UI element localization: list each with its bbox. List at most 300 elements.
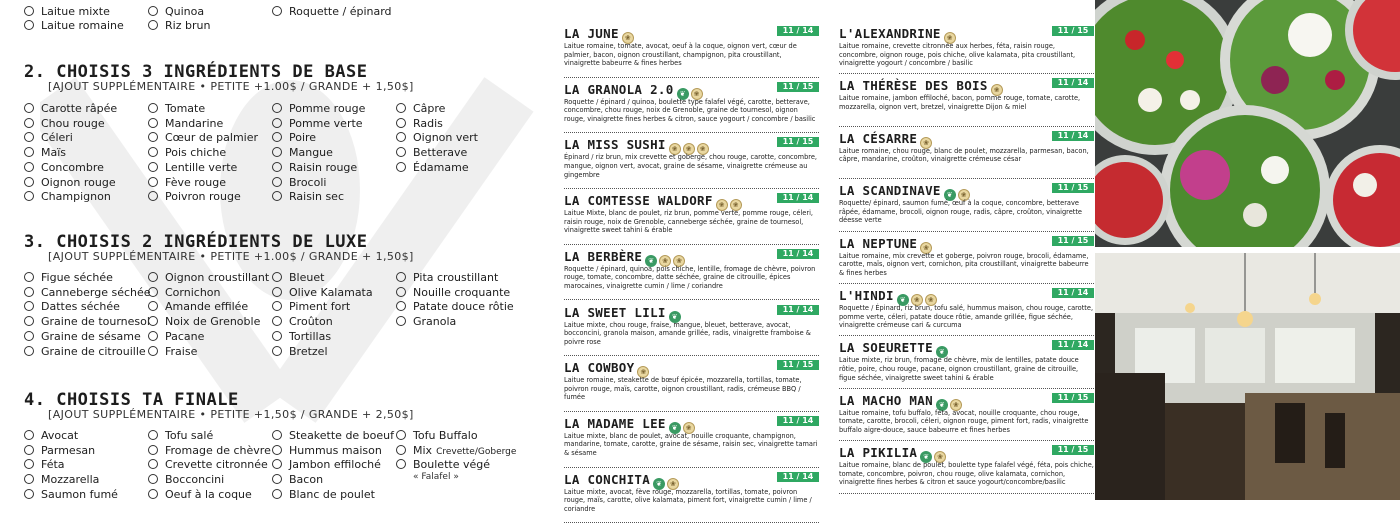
ingredient-option[interactable]: [24, 429, 78, 443]
price-badge: 11 / 14: [777, 472, 819, 482]
gluten-free-icon: ❀: [730, 199, 742, 211]
ingredient-option[interactable]: [24, 176, 116, 190]
radio-circle[interactable]: [24, 287, 34, 297]
ingredient-label: Féta: [41, 458, 65, 472]
dotted-divider: [839, 231, 1094, 232]
ingredient-label: Boulette végé: [413, 458, 490, 472]
radio-circle[interactable]: [148, 272, 158, 282]
ingredient-option[interactable]: [396, 161, 469, 175]
ingredient-label: Céleri: [41, 131, 73, 145]
ingredient-option[interactable]: [24, 19, 124, 33]
menu-item-description: Laitue romaine, tomate, avocat, oeuf à la coque, oignon vert, cœur de palmier, bacon, oignon croustillant, champignon, pita croustillant, vinaigrette babeurre & fines herbes: [564, 42, 797, 68]
ingredient-option[interactable]: [272, 345, 328, 359]
ingredient-label: Fraise: [165, 344, 198, 358]
ingredient-option[interactable]: [24, 458, 65, 472]
price-badge: 11 / 14: [1052, 78, 1094, 88]
radio-circle[interactable]: [24, 103, 34, 113]
vegan-icon: ❦: [669, 311, 681, 323]
ingredient-option[interactable]: [396, 429, 478, 443]
ingredient-label: Tomate: [165, 102, 206, 115]
ingredient-option[interactable]: [272, 429, 394, 443]
radio-circle[interactable]: [148, 147, 158, 157]
ingredient-option[interactable]: [148, 161, 237, 175]
ingredient-option[interactable]: [272, 131, 316, 145]
ingredient-label: Mix: [413, 443, 433, 457]
mix-subtitle: Crevette/Goberge: [436, 446, 517, 457]
ingredient-option[interactable]: [396, 117, 443, 131]
ingredient-label: Blanc de poulet: [289, 487, 375, 500]
radio-circle[interactable]: [148, 459, 158, 469]
ingredient-label: Amande effilée: [165, 300, 249, 314]
ingredient-option[interactable]: [396, 458, 490, 472]
radio-circle[interactable]: [272, 132, 282, 142]
restaurant-interior-photo: [1095, 253, 1400, 500]
vegan-icon: ❦: [653, 478, 665, 490]
ingredient-label: Laitue romaine: [41, 19, 124, 32]
gluten-free-icon: ❀: [637, 366, 649, 378]
dotted-divider: [564, 355, 819, 356]
radio-circle[interactable]: [272, 191, 282, 201]
gluten-free-icon: ❀: [958, 189, 970, 201]
ingredient-option[interactable]: [24, 345, 146, 359]
radio-circle[interactable]: [148, 474, 158, 484]
ingredient-option[interactable]: [272, 102, 365, 116]
price-badge: 11 / 14: [1052, 131, 1094, 141]
ingredient-label: Cœur de palmier: [165, 131, 259, 145]
price-badge: 11 / 15: [1052, 393, 1094, 403]
radio-circle[interactable]: [148, 162, 158, 172]
radio-circle[interactable]: [272, 474, 282, 484]
ingredient-option[interactable]: [272, 117, 363, 131]
radio-circle[interactable]: [272, 272, 282, 282]
ingredient-option[interactable]: [396, 146, 467, 160]
menu-item[interactable]: [839, 236, 1094, 284]
ingredient-label: Radis: [413, 116, 443, 130]
ingredient-label: Lentille verte: [165, 160, 238, 174]
ingredient-label: Pois chiche: [165, 146, 227, 160]
radio-circle[interactable]: [24, 132, 34, 142]
ingredient-option[interactable]: [148, 286, 221, 300]
radio-circle[interactable]: [24, 316, 34, 326]
menu-item[interactable]: [839, 26, 1094, 74]
radio-circle[interactable]: [396, 430, 406, 440]
radio-circle[interactable]: [24, 20, 34, 30]
menu-item-title: LA CONCHITA: [564, 471, 651, 487]
radio-circle[interactable]: [396, 132, 406, 142]
ingredient-option[interactable]: [24, 473, 99, 487]
ingredient-option[interactable]: [148, 444, 271, 458]
ingredient-option[interactable]: [148, 131, 258, 145]
dotted-divider: [564, 188, 819, 189]
ingredient-label: Steakette de boeuf: [289, 429, 395, 442]
price-badge: 11 / 14: [777, 249, 819, 259]
ingredient-label: Bocconcini: [165, 473, 225, 487]
radio-circle[interactable]: [272, 287, 282, 297]
radio-circle[interactable]: [24, 331, 34, 341]
ingredient-label: Concombre: [41, 160, 104, 174]
dotted-divider: [839, 440, 1094, 441]
ingredient-label: Patate douce rôtie: [413, 300, 514, 314]
vegan-icon: ❦: [936, 346, 948, 358]
radio-circle[interactable]: [272, 118, 282, 128]
radio-circle[interactable]: [396, 103, 406, 113]
gluten-free-icon: ❀: [691, 88, 703, 100]
menu-item[interactable]: [839, 340, 1094, 388]
ingredient-label: Raisin sec: [289, 190, 344, 204]
radio-circle[interactable]: [272, 331, 282, 341]
gluten-free-icon: ❀: [683, 422, 695, 434]
gluten-free-icon: ❀: [934, 451, 946, 463]
vegan-icon: ❦: [920, 451, 932, 463]
radio-circle[interactable]: [148, 489, 158, 499]
vegan-icon: ❦: [944, 189, 956, 201]
radio-circle[interactable]: [148, 331, 158, 341]
ingredient-label: Mangue: [289, 146, 333, 160]
gluten-free-icon: ❀: [920, 137, 932, 149]
ingredient-label: Piment fort: [289, 300, 351, 314]
price-badge: 11 / 15: [1052, 183, 1094, 193]
menu-item-title: LA PIKILIA: [839, 445, 918, 461]
menu-item-description: Laitue romaine, tofu buffalo, féta, avocat, nouille croquante, chou rouge, tomate, carotte, brocoli, céleri, oignon rouge, piment fort, radis, vinaigrette buffalo aigre-douce, sauce babeurre et fines herbes: [839, 408, 1089, 434]
radio-circle[interactable]: [272, 445, 282, 455]
ingredient-label: Fève rouge: [165, 175, 226, 189]
falafel-note: « Falafel »: [413, 472, 459, 482]
radio-circle[interactable]: [396, 118, 406, 128]
radio-circle[interactable]: [148, 445, 158, 455]
radio-circle[interactable]: [148, 287, 158, 297]
ingredient-option[interactable]: [24, 300, 120, 314]
ingredient-option[interactable]: [148, 300, 248, 314]
menu-item-description: Roquette / Épinard, riz brun, tofu salé, hummus maison, chou rouge, carotte, pomme verte, céleri, patate douce rôtie, amande grillée, figue séchée, vinaigrette crémeuse cari & curcuma: [839, 304, 1094, 330]
radio-circle[interactable]: [148, 6, 158, 16]
ingredient-label: Jambon effiloché: [289, 458, 381, 472]
ingredient-label: Tofu salé: [165, 429, 214, 442]
ingredient-label: Dattes séchée: [41, 300, 120, 314]
ingredient-label: Canneberge séchée: [41, 285, 151, 299]
radio-circle[interactable]: [272, 316, 282, 326]
dotted-divider: [839, 335, 1094, 336]
ingredient-option[interactable]: [148, 473, 224, 487]
menu-item[interactable]: [564, 193, 819, 245]
ingredient-label: Pacane: [165, 329, 205, 343]
ingredient-option[interactable]: [272, 444, 382, 458]
ingredient-label: Graine de sésame: [41, 329, 141, 343]
ingredient-option[interactable]: [24, 161, 104, 175]
ingredient-option[interactable]: [272, 190, 344, 204]
menu-item-description: Roquette/ épinard, saumon fumé, œuf à la coque, concombre, betterave râpée, édamame, brocoli, oignon rouge, radis, câpre, croûton, vinaigrette déesse verte: [839, 199, 1082, 225]
ingredient-option[interactable]: [148, 5, 204, 19]
menu-item-title: LA COMTESSE WALDORF: [564, 193, 713, 209]
radio-circle[interactable]: [24, 445, 34, 455]
ingredient-option[interactable]: [24, 315, 150, 329]
radio-circle[interactable]: [396, 287, 406, 297]
radio-circle[interactable]: [396, 272, 406, 282]
ingredient-option[interactable]: [148, 117, 223, 131]
menu-item[interactable]: [839, 288, 1094, 336]
radio-circle[interactable]: [272, 430, 282, 440]
radio-circle[interactable]: [24, 147, 34, 157]
ingredient-option[interactable]: [148, 102, 205, 116]
price-badge: 11 / 14: [1052, 288, 1094, 298]
gluten-free-icon: ❀: [920, 242, 932, 254]
ingredient-label: Poire: [289, 131, 317, 145]
dotted-divider: [564, 299, 819, 300]
radio-circle[interactable]: [24, 177, 34, 187]
ingredient-option[interactable]: [148, 176, 226, 190]
ingredient-option[interactable]: [148, 271, 269, 285]
radio-circle[interactable]: [24, 489, 34, 499]
radio-circle[interactable]: [396, 147, 406, 157]
menu-item-description: Épinard / riz brun, mix crevette et goberge, chou rouge, carotte, concombre, mangue, oignon vert, avocat, graine de sésame, vinaigrette crémeuse au gingembre: [564, 153, 817, 179]
menu-item[interactable]: [839, 131, 1094, 179]
price-badge: 11 / 15: [1052, 26, 1094, 36]
ingredient-label: Fromage de chèvre: [165, 443, 271, 457]
price-badge: 11 / 14: [777, 305, 819, 315]
ingredient-option[interactable]: [148, 488, 252, 500]
ingredient-label: Brocoli: [289, 175, 327, 189]
ingredient-label: Roquette / épinard: [289, 5, 392, 18]
section-title: 2. CHOISIS 3 INGRÉDIENTS DE BASE: [24, 62, 368, 82]
menu-item[interactable]: [564, 360, 819, 412]
radio-circle[interactable]: [272, 177, 282, 187]
menu-item[interactable]: [564, 416, 819, 468]
section-title: 4. CHOISIS TA FINALE: [24, 390, 239, 410]
ingredient-option[interactable]: [24, 444, 95, 458]
ingredient-option[interactable]: [148, 146, 226, 160]
ingredient-option[interactable]: [24, 5, 110, 19]
dotted-divider: [564, 411, 819, 412]
radio-circle[interactable]: [148, 191, 158, 201]
menu-item-title: LA MISS SUSHI: [564, 137, 666, 153]
ingredient-label: Pita croustillant: [413, 271, 499, 284]
menu-item-title: LA MADAME LEE: [564, 415, 666, 431]
ingredient-option[interactable]: [148, 330, 204, 344]
gluten-free-icon: ❀: [991, 84, 1003, 96]
radio-circle[interactable]: [396, 459, 406, 469]
dotted-divider: [564, 244, 819, 245]
radio-circle[interactable]: [272, 459, 282, 469]
radio-circle[interactable]: [24, 301, 34, 311]
radio-circle[interactable]: [24, 346, 34, 356]
dotted-divider: [564, 77, 819, 78]
ingredient-option[interactable]: [396, 315, 456, 329]
ingredient-label: Betterave: [413, 146, 468, 160]
ingredient-option[interactable]: [24, 146, 66, 160]
radio-circle[interactable]: [148, 20, 158, 30]
ingredient-option[interactable]: [272, 488, 375, 500]
ingredient-option[interactable]: [272, 300, 350, 314]
section-subtitle: [AJOUT SUPPLÉMENTAIRE • PETITE +1,50$ / GRANDE + 2,50$]: [48, 408, 414, 421]
menu-item-description: Laitue mixte, blanc de poulet, avocat, nouille croquante, champignon, mandarine, tomate, carotte, graine de sésame, raisin sec, vinaigrette tamari & sésame: [564, 431, 818, 458]
ingredient-option[interactable]: [24, 271, 113, 285]
radio-circle[interactable]: [148, 301, 158, 311]
gluten-free-icon: ❀: [950, 399, 962, 411]
section-subtitle: [AJOUT SUPPLÉMENTAIRE • PETITE +1.00$ / GRANDE + 1,50$]: [48, 250, 414, 263]
menu-item-description: Laitue romaine, mix crevette et goberge, poivron rouge, brocoli, édamame, carotte, maïs, oignon vert, cornichon, pita croustillant, vinaigrette babeurre & fines herbes: [839, 251, 1089, 277]
ingredient-option[interactable]: [272, 458, 381, 472]
dotted-divider: [564, 467, 819, 468]
ingredient-label: Pomme rouge: [289, 102, 366, 115]
radio-circle[interactable]: [24, 118, 34, 128]
ingredient-option[interactable]: [24, 190, 111, 204]
menu-item[interactable]: [839, 183, 1094, 231]
menu-item-description: Roquette / épinard, quinoa, pois chiche, lentille, fromage de chèvre, poivron rouge, tomate, concombre, datte séchée, graine de citrouille, épices marocaines, vinaigrette cumin / lime / coriandre: [564, 264, 816, 290]
ingredient-label: Crevette citronnée: [165, 458, 268, 472]
ingredient-option[interactable]: [24, 286, 151, 300]
radio-circle[interactable]: [148, 346, 158, 356]
ingredient-label: Édamame: [413, 160, 469, 174]
price-badge: 11 / 15: [777, 82, 819, 92]
price-badge: 11 / 15: [777, 137, 819, 147]
radio-circle[interactable]: [148, 103, 158, 113]
ingredient-label: Mozzarella: [41, 473, 100, 487]
radio-circle[interactable]: [396, 445, 406, 455]
ingredient-label: Oignon croustillant: [165, 271, 270, 284]
ingredient-label: Tofu Buffalo: [413, 429, 478, 442]
ingredient-label: Oeuf à la coque: [165, 487, 252, 500]
ingredient-option[interactable]: [24, 330, 141, 344]
ingredient-label: Bleuet: [289, 271, 325, 284]
ingredient-label: Hummus maison: [289, 443, 382, 457]
ingredient-label: Nouille croquante: [413, 285, 511, 299]
radio-circle[interactable]: [148, 430, 158, 440]
ingredient-option[interactable]: [272, 146, 333, 160]
radio-circle[interactable]: [24, 191, 34, 201]
radio-circle[interactable]: [272, 346, 282, 356]
menu-item-title: LA MACHO MAN: [839, 392, 933, 408]
dotted-divider: [839, 73, 1094, 74]
radio-circle[interactable]: [24, 430, 34, 440]
ingredient-option[interactable]: [148, 345, 197, 359]
menu-item-title: L'ALEXANDRINE: [839, 26, 941, 41]
menu-item[interactable]: [839, 445, 1094, 493]
section-subtitle: [AJOUT SUPPLÉMENTAIRE • PETITE +1.00$ / GRANDE + 1,50$]: [48, 80, 414, 93]
radio-circle[interactable]: [396, 162, 406, 172]
menu-item-description: Laitue mixte, avocat, fève rouge, mozzarella, tortillas, tomate, poivron rouge, maïs, carotte, olive kalamata, piment fort, vinaigrette cumin / lime / coriandre: [564, 487, 812, 513]
ingredient-label: Bacon: [289, 473, 324, 487]
ingredient-label: Mandarine: [165, 116, 224, 130]
price-badge: 11 / 14: [777, 193, 819, 203]
radio-circle[interactable]: [24, 474, 34, 484]
dotted-divider: [839, 493, 1094, 494]
ingredient-option[interactable]: [272, 176, 326, 190]
ingredient-option[interactable]: [396, 444, 516, 459]
vegan-icon: ❦: [936, 399, 948, 411]
ingredient-option[interactable]: [396, 102, 445, 116]
ingredient-option[interactable]: [24, 102, 117, 116]
ingredient-option[interactable]: [272, 271, 324, 285]
ingredient-option[interactable]: [396, 131, 478, 145]
menu-item-description: Roquette / épinard / quinoa, boulette type falafel végé, carotte, betterave, concombre, chou rouge, noix de Grenoble, graine de tournesol, oignon rouge, vinaigrette fines herbes & citron, sauce yogourt / concombre / basilic: [564, 97, 816, 123]
ingredient-label: Carotte râpée: [41, 102, 118, 115]
menu-item-title: LA SCANDINAVE: [839, 183, 941, 199]
ingredient-label: Oignon rouge: [41, 175, 116, 189]
ingredient-option[interactable]: [24, 131, 73, 145]
menu-item[interactable]: [564, 82, 819, 134]
radio-circle[interactable]: [24, 272, 34, 282]
ingredient-option[interactable]: [272, 161, 357, 175]
menu-item-title: LA BERBÈRE: [564, 248, 643, 264]
gluten-free-icon: ❀: [944, 32, 956, 44]
radio-circle[interactable]: [272, 162, 282, 172]
menu-item-title: LA CÉSARRE: [839, 130, 918, 146]
menu-item-title: LA JUNE: [564, 26, 619, 41]
ingredient-label: Poivron rouge: [165, 190, 241, 204]
ingredient-option[interactable]: [396, 300, 514, 314]
menu-item[interactable]: [564, 26, 819, 78]
ingredient-option[interactable]: [272, 330, 331, 344]
radio-circle[interactable]: [272, 147, 282, 157]
ingredient-option[interactable]: [148, 19, 210, 33]
menu-item-title: LA THÉRÈSE DES BOIS: [839, 78, 988, 94]
radio-circle[interactable]: [272, 489, 282, 499]
build-your-bowl-panel: [0, 0, 548, 500]
gluten-free-icon: ❀: [659, 255, 671, 267]
ingredient-option[interactable]: [148, 458, 268, 472]
ingredient-option[interactable]: [396, 271, 498, 285]
radio-circle[interactable]: [24, 6, 34, 16]
menu-item[interactable]: [839, 393, 1094, 441]
ingredient-option[interactable]: [396, 286, 510, 300]
ingredient-label: Granola: [413, 315, 457, 329]
radio-circle[interactable]: [148, 316, 158, 326]
menu-item-description: Laitue Mixte, blanc de poulet, riz brun, pomme verte, pomme rouge, céleri, raisin rouge, noix de Grenoble, canneberge séchée, graine de tournesol, vinaigrette sweet tahini & érable: [564, 209, 813, 235]
dotted-divider: [839, 388, 1094, 389]
radio-circle[interactable]: [24, 459, 34, 469]
menu-item[interactable]: [839, 78, 1094, 126]
radio-circle[interactable]: [272, 103, 282, 113]
menu-item-title: L'HINDI: [839, 288, 894, 303]
radio-circle[interactable]: [272, 301, 282, 311]
radio-circle[interactable]: [24, 162, 34, 172]
ingredient-option[interactable]: [24, 488, 118, 500]
ingredient-option[interactable]: [272, 5, 392, 19]
menu-item-description: Laitue mixte, riz brun, fromage de chèvre, mix de lentilles, patate douce rôtie, poire, chou rouge, pacane, oignon croustillant, graine de citrouille, figue séchée, vinaigrette sweet tahini & érable: [839, 356, 1079, 382]
ingredient-option[interactable]: [272, 286, 373, 300]
ingredient-label: Raisin rouge: [289, 160, 358, 174]
ingredient-option[interactable]: [24, 117, 105, 131]
dotted-divider: [839, 178, 1094, 179]
ingredient-option[interactable]: [148, 429, 213, 443]
ingredient-option[interactable]: [148, 190, 241, 204]
ingredient-label: Noix de Grenoble: [165, 315, 261, 329]
gluten-free-icon: ❀: [669, 143, 681, 155]
menu-item[interactable]: [564, 305, 819, 357]
menu-item-title: LA NEPTUNE: [839, 235, 918, 251]
gluten-free-icon: ❀: [925, 294, 937, 306]
ingredient-option[interactable]: [272, 473, 323, 487]
ingredient-label: Cornichon: [165, 285, 221, 299]
ingredient-label: Croûton: [289, 315, 333, 329]
menu-item[interactable]: [564, 137, 819, 189]
ingredient-option[interactable]: [148, 315, 260, 329]
radio-circle[interactable]: [396, 316, 406, 326]
price-badge: 11 / 14: [777, 26, 819, 36]
ingredient-label: Laitue mixte: [41, 5, 110, 18]
radio-circle[interactable]: [148, 177, 158, 187]
menu-item[interactable]: [564, 472, 819, 523]
radio-circle[interactable]: [396, 301, 406, 311]
ingredient-option[interactable]: [272, 315, 333, 329]
radio-circle[interactable]: [272, 6, 282, 16]
radio-circle[interactable]: [148, 132, 158, 142]
ingredient-label: Riz brun: [165, 19, 211, 32]
ingredient-label: Maïs: [41, 146, 67, 160]
gluten-free-icon: ❀: [622, 32, 634, 44]
radio-circle[interactable]: [148, 118, 158, 128]
gluten-free-icon: ❀: [697, 143, 709, 155]
menu-item[interactable]: [564, 249, 819, 301]
